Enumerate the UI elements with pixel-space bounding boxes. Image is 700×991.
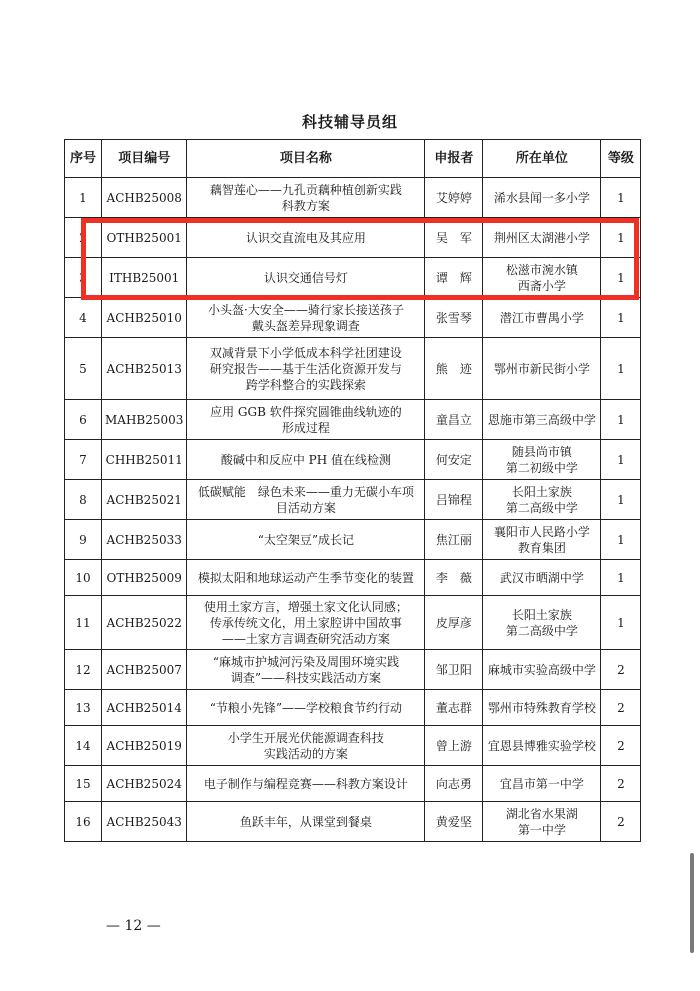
cell-no: 2 (65, 218, 102, 258)
page-number: — 12 — (106, 918, 161, 934)
cell-author: 谭 辉 (425, 258, 483, 298)
cell-grade: 2 (601, 766, 641, 802)
cell-code: ACHB25014 (102, 690, 187, 726)
table-row (65, 650, 641, 690)
cell-author: 吕锦程 (425, 480, 483, 520)
cell-unit: 松滋市涴水镇 西斋小学 (483, 258, 601, 298)
cell-unit: 随县尚市镇 第二初级中学 (483, 440, 601, 480)
cell-grade: 1 (601, 338, 641, 400)
cell-code: CHHB25011 (102, 440, 187, 480)
cell-unit: 荆州区太湖港小学 (483, 218, 601, 258)
table-row (65, 258, 641, 298)
cell-code: ACHB25022 (102, 596, 187, 650)
cell-author: 皮厚彦 (425, 596, 483, 650)
cell-code: OTHB25001 (102, 218, 187, 258)
cell-code: ACHB25019 (102, 726, 187, 766)
cell-code: OTHB25009 (102, 560, 187, 596)
cell-no: 7 (65, 440, 102, 480)
cell-unit: 武汉市晒湖中学 (483, 560, 601, 596)
cell-grade: 1 (601, 440, 641, 480)
table-header-row (65, 140, 641, 178)
cell-author: 董志群 (425, 690, 483, 726)
cell-name: 使用土家方言，增强土家文化认同感； 传承传统文化，用土家腔讲中国故事 ——土家方言调查研究活动方案 (187, 596, 425, 650)
cell-name: 认识交通信号灯 (187, 258, 425, 298)
cell-author: 李 薇 (425, 560, 483, 596)
cell-unit: 湖北省水果湖 第一中学 (483, 802, 601, 842)
cell-unit: 长阳土家族 第二高级中学 (483, 480, 601, 520)
cell-unit: 麻城市实验高级中学 (483, 650, 601, 690)
cell-author: 吴 军 (425, 218, 483, 258)
cell-author: 艾婷婷 (425, 178, 483, 218)
cell-name: “节粮小先锋”——学校粮食节约行动 (187, 690, 425, 726)
cell-grade: 1 (601, 520, 641, 560)
table-row (65, 298, 641, 338)
table-row (65, 560, 641, 596)
cell-author: 熊 迹 (425, 338, 483, 400)
table-row (65, 178, 641, 218)
cell-name: 小头盔·大安全——骑行家长接送孩子 戴头盔差异现象调查 (187, 298, 425, 338)
header-code: 项目编号 (102, 140, 187, 178)
cell-unit: 鄂州市特殊教育学校 (483, 690, 601, 726)
cell-grade: 1 (601, 480, 641, 520)
cell-code: ACHB25010 (102, 298, 187, 338)
table-row (65, 802, 641, 842)
cell-no: 13 (65, 690, 102, 726)
cell-no: 1 (65, 178, 102, 218)
cell-name: 酸碱中和反应中 PH 值在线检测 (187, 440, 425, 480)
cell-no: 8 (65, 480, 102, 520)
cell-name: 鱼跃丰年，从课堂到餐桌 (187, 802, 425, 842)
table-row (65, 766, 641, 802)
table-row (65, 480, 641, 520)
cell-no: 3 (65, 258, 102, 298)
cell-name: 认识交直流电及其应用 (187, 218, 425, 258)
table-row (65, 726, 641, 766)
cell-author: 焦江丽 (425, 520, 483, 560)
cell-code: ACHB25013 (102, 338, 187, 400)
cell-name: 低碳赋能 绿色未来——重力无碳小车项 目活动方案 (187, 480, 425, 520)
award-table (64, 139, 641, 842)
cell-no: 9 (65, 520, 102, 560)
cell-author: 曾上游 (425, 726, 483, 766)
cell-grade: 2 (601, 690, 641, 726)
cell-no: 12 (65, 650, 102, 690)
cell-unit: 长阳土家族 第二高级中学 (483, 596, 601, 650)
cell-name: 小学生开展光伏能源调查科技 实践活动的方案 (187, 726, 425, 766)
table-row (65, 690, 641, 726)
cell-unit: 潜江市曹禺小学 (483, 298, 601, 338)
cell-no: 15 (65, 766, 102, 802)
cell-grade: 1 (601, 258, 641, 298)
cell-author: 张雪琴 (425, 298, 483, 338)
cell-author: 何安定 (425, 440, 483, 480)
cell-name: “太空架豆”成长记 (187, 520, 425, 560)
cell-code: ACHB25033 (102, 520, 187, 560)
header-grade: 等级 (601, 140, 641, 178)
table-row (65, 338, 641, 400)
cell-code: ACHB25021 (102, 480, 187, 520)
cell-code: MAHB25003 (102, 400, 187, 440)
table-row (65, 400, 641, 440)
cell-no: 11 (65, 596, 102, 650)
cell-author: 向志勇 (425, 766, 483, 802)
table-row (65, 440, 641, 480)
cell-author: 邹卫阳 (425, 650, 483, 690)
cell-name: “麻城市护城河污染及周围环境实践 调查”——科技实践活动方案 (187, 650, 425, 690)
cell-unit: 宜昌市第一中学 (483, 766, 601, 802)
cell-code: ACHB25007 (102, 650, 187, 690)
scrollbar[interactable] (690, 853, 694, 953)
cell-grade: 1 (601, 596, 641, 650)
cell-name: 藕智莲心——九孔贡藕种植创新实践 科教方案 (187, 178, 425, 218)
cell-grade: 2 (601, 726, 641, 766)
cell-unit: 襄阳市人民路小学 教育集团 (483, 520, 601, 560)
table-row (65, 520, 641, 560)
cell-no: 16 (65, 802, 102, 842)
cell-grade: 1 (601, 298, 641, 338)
header-name: 项目名称 (187, 140, 425, 178)
cell-unit: 鄂州市新民街小学 (483, 338, 601, 400)
table-row (65, 596, 641, 650)
cell-unit: 宜恩县博雅实验学校 (483, 726, 601, 766)
cell-no: 10 (65, 560, 102, 596)
cell-author: 童昌立 (425, 400, 483, 440)
cell-code: ITHB25001 (102, 258, 187, 298)
cell-unit: 浠水县闻一多小学 (483, 178, 601, 218)
cell-name: 电子制作与编程竞赛——科教方案设计 (187, 766, 425, 802)
cell-unit: 恩施市第三高级中学 (483, 400, 601, 440)
cell-name: 模拟太阳和地球运动产生季节变化的装置 (187, 560, 425, 596)
header-no: 序号 (65, 140, 102, 178)
cell-grade: 1 (601, 560, 641, 596)
header-unit: 所在单位 (483, 140, 601, 178)
table-row (65, 218, 641, 258)
cell-grade: 2 (601, 802, 641, 842)
cell-name: 双减背景下小学低成本科学社团建设 研究报告——基于生活化资源开发与 跨学科整合的实践探索 (187, 338, 425, 400)
cell-author: 黄爱坚 (425, 802, 483, 842)
cell-no: 5 (65, 338, 102, 400)
cell-no: 4 (65, 298, 102, 338)
cell-grade: 1 (601, 178, 641, 218)
cell-no: 6 (65, 400, 102, 440)
cell-code: ACHB25008 (102, 178, 187, 218)
header-author: 申报者 (425, 140, 483, 178)
cell-no: 14 (65, 726, 102, 766)
cell-grade: 2 (601, 650, 641, 690)
cell-name: 应用 GGB 软件探究圆锥曲线轨迹的 形成过程 (187, 400, 425, 440)
cell-code: ACHB25024 (102, 766, 187, 802)
cell-grade: 1 (601, 400, 641, 440)
section-title: 科技辅导员组 (301, 113, 398, 131)
cell-grade: 1 (601, 218, 641, 258)
cell-code: ACHB25043 (102, 802, 187, 842)
